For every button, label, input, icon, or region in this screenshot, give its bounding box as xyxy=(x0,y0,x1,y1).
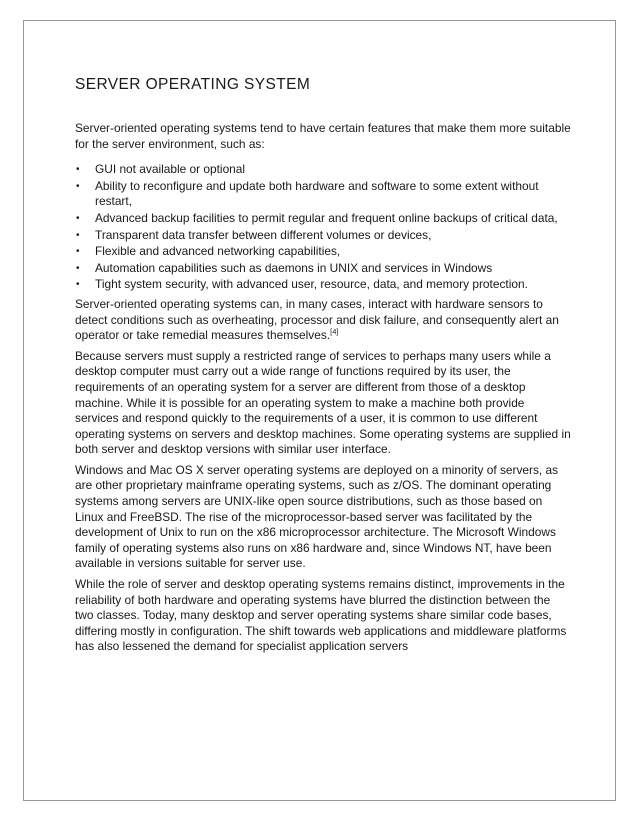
bullet-icon: • xyxy=(76,212,80,224)
bullet-icon: • xyxy=(76,279,80,291)
list-item-text: Flexible and advanced networking capabilities, xyxy=(95,244,341,259)
feature-list xyxy=(75,162,571,293)
hardware-sensors-paragraph xyxy=(75,297,571,344)
list-item-text: Transparent data transfer between different volumes or devices, xyxy=(95,227,432,242)
list-item-text: Ability to reconfigure and update both hardware and software to some extent without restart, xyxy=(95,178,539,209)
bullet-icon: • xyxy=(76,246,80,258)
list-item-text: Advanced backup facilities to permit regular and frequent online backups of critical data, xyxy=(95,210,558,225)
list-item xyxy=(75,179,571,210)
server-os-market-paragraph: Windows and Mac OS X server operating systems are deployed on a minority of servers, as are other proprietary mainframe operating systems, such as z/OS. The dominant operating systems among servers are UNIX-like open source distributions, such as those based on Linux and FreeBSD. The rise of the microprocessor-based server was facilitated by the development of Unix to run on the x86 microprocessor architecture. The Microsoft Windows family of operating systems also runs on x86 hardware and, since Windows NT, have been available in versions suitable for server use. xyxy=(75,462,559,571)
paragraph-text: Server-oriented operating systems can, in many cases, interact with hardware sensors to detect conditions such as overheating, processor and disk failure, and consequently alert an operator or take remedial measures themselves. xyxy=(75,296,559,343)
bullet-icon: • xyxy=(76,180,80,192)
document-body xyxy=(75,75,571,660)
list-item xyxy=(75,244,571,260)
list-item xyxy=(75,261,571,277)
list-item-text: GUI not available or optional xyxy=(95,162,246,177)
bullet-icon: • xyxy=(76,262,80,274)
list-item-text: Automation capabilities such as daemons in UNIX and services in Windows xyxy=(95,260,493,275)
citation-reference[interactable]: [4] xyxy=(330,327,339,337)
bullet-icon: • xyxy=(76,229,80,241)
page-title: SERVER OPERATING SYSTEM xyxy=(75,76,311,93)
list-item-text: Tight system security, with advanced user, resource, data, and memory protection. xyxy=(95,277,528,292)
list-item xyxy=(75,211,571,227)
intro-paragraph: Server-oriented operating systems tend to have certain features that make them more suitable for the server environment, such as: xyxy=(75,121,571,151)
list-item xyxy=(75,228,571,244)
list-item xyxy=(75,162,571,178)
convergence-paragraph: While the role of server and desktop operating systems remains distinct, improvements in the reliability of both hardware and operating systems have blurred the distinction between the two classes. Today, many desktop and server operating systems share similar code bases, differing mostly in configuration. The shift towards web applications and middleware platforms has also lessened the demand for specialist application servers xyxy=(75,577,567,654)
list-item xyxy=(75,277,571,293)
bullet-icon: • xyxy=(76,164,80,176)
server-requirements-paragraph: Because servers must supply a restricted range of services to perhaps many users while a desktop computer must carry out a wide range of functions required by its user, the requirements of an operating system for a server are different from those of a desktop machine. While it is possible for an operating system to make a machine both provide services and respond quickly to the requirements of a user, it is common to use different operating systems on servers and desktop machines. Some operating systems are supplied in both server and desktop versions with similar user interface. xyxy=(75,348,571,457)
